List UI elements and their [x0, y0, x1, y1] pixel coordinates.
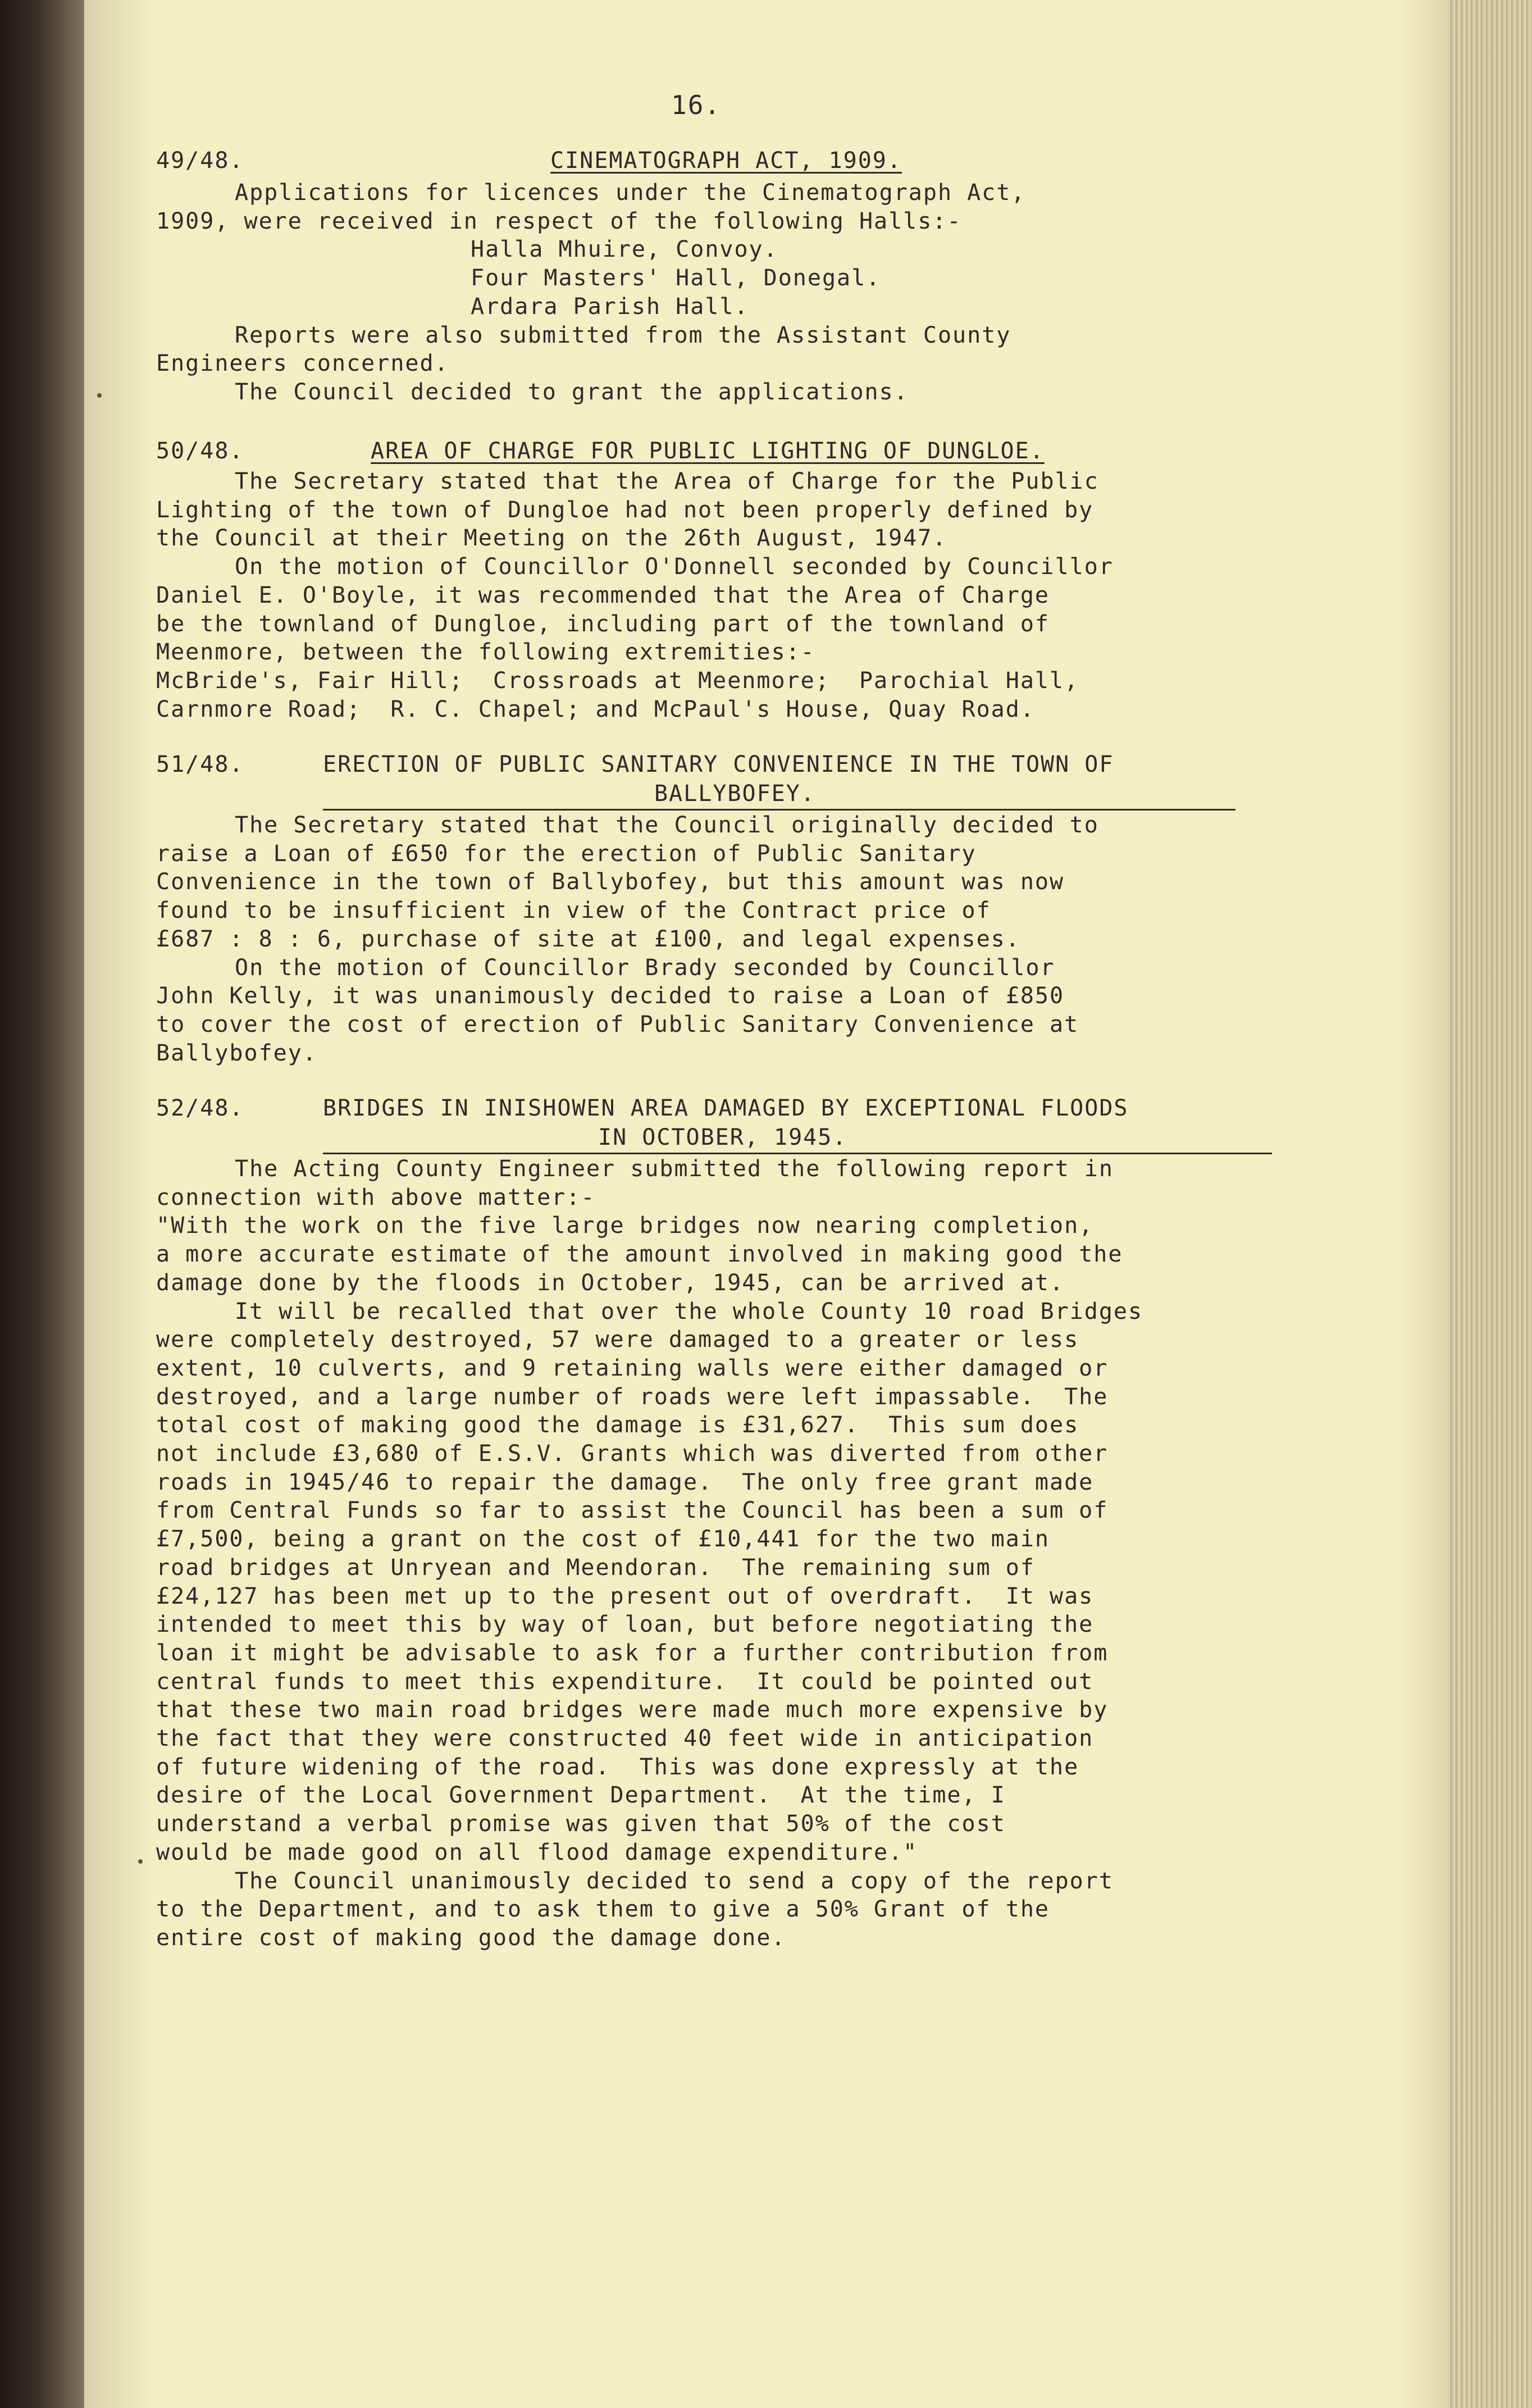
minute-heading: AREA OF CHARGE FOR PUBLIC LIGHTING OF DUNGLOE. [371, 438, 1045, 464]
hall-item: Four Masters' Hall, Donegal. [471, 265, 881, 292]
body-line: "With the work on the five large bridges now nearing completion, [156, 1213, 1094, 1239]
body-line: that these two main road bridges were made much more expensive by [156, 1697, 1109, 1723]
page-edges [1448, 0, 1532, 2408]
body-line: roads in 1945/46 to repair the damage. The only free grant made [156, 1469, 1094, 1495]
minute-body [156, 811, 1099, 1067]
body-line: found to be insufficient in view of the Contract price of [156, 898, 991, 924]
body-line: Reports were also submitted from the Assistant County [235, 322, 1011, 348]
minute-heading: BRIDGES IN INISHOWEN AREA DAMAGED BY EXCEPTIONAL FLOODS [323, 1095, 1129, 1121]
body-line: connection with above matter:- [156, 1184, 596, 1210]
body-line: Engineers concerned. [156, 350, 449, 377]
minute-body [156, 467, 1114, 723]
minute-number: 49/48. [156, 148, 244, 174]
body-line: On the motion of Councillor O'Donnell seconded by Councillor [235, 554, 1114, 580]
body-line: The Council unanimously decided to send a copy of the report [235, 1868, 1114, 1894]
body-line: central funds to meet this expenditure. It could be pointed out [156, 1668, 1094, 1695]
body-line: Lighting of the town of Dungloe had not been properly defined by [156, 497, 1094, 523]
heading-underline [323, 809, 1235, 811]
body-line: the fact that they were constructed 40 feet wide in anticipation [156, 1726, 1094, 1752]
body-line: destroyed, and a large number of roads were left impassable. The [156, 1383, 1109, 1410]
body-line: £24,127 has been met up to the present out of overdraft. It was [156, 1583, 1094, 1609]
body-line: a more accurate estimate of the amount involved in making good the [156, 1241, 1123, 1268]
body-line: Applications for licences under the Cinematograph Act, [235, 180, 1026, 206]
body-line: from Central Funds so far to assist the Council has been a sum of [156, 1497, 1109, 1524]
heading-underline [323, 1153, 1272, 1154]
body-line: The Council decided to grant the applications. [235, 379, 909, 405]
body-line: Meenmore, between the following extremities:- [156, 639, 815, 666]
minute-number: 51/48. [156, 752, 244, 777]
body-line: damage done by the floods in October, 1945, can be arrived at. [156, 1269, 1065, 1296]
body-line: to cover the cost of erection of Public Sanitary Convenience at [156, 1011, 1079, 1037]
body-line: £7,500, being a grant on the cost of £10,441 for the two main [156, 1526, 1050, 1553]
body-line: would be made good on all flood damage expenditure." [156, 1839, 918, 1865]
body-line: John Kelly, it was unanimously decided to raise a Loan of £850 [156, 983, 1065, 1009]
minute-heading: BALLYBOFEY. [654, 781, 815, 807]
hall-item: Ardara Parish Hall. [471, 293, 749, 320]
body-line: understand a verbal promise was given that 50% of the cost [156, 1811, 1006, 1837]
body-line: entire cost of making good the damage done. [156, 1924, 786, 1951]
body-line: intended to meet this by way of loan, but before negotiating the [156, 1612, 1094, 1638]
minute-number: 52/48. [156, 1095, 244, 1121]
body-line: road bridges at Unryean and Meendoran. The remaining sum of [156, 1554, 1035, 1581]
minute-heading: CINEMATOGRAPH ACT, 1909. [550, 148, 902, 174]
body-line: Convenience in the town of Ballybofey, but this amount was now [156, 869, 1065, 895]
body-line: raise a Loan of £650 for the erection of Public Sanitary [156, 840, 977, 867]
body-line: loan it might be advisable to ask for a further contribution from [156, 1640, 1109, 1666]
minute-number: 50/48. [156, 438, 244, 464]
body-line: the Council at their Meeting on the 26th August, 1947. [156, 525, 947, 552]
minute-heading: IN OCTOBER, 1945. [598, 1125, 847, 1150]
body-line: Ballybofey. [156, 1040, 317, 1066]
body-line: not include £3,680 of E.S.V. Grants which was diverted from other [156, 1441, 1109, 1467]
body-line: The Acting County Engineer submitted the following report in [235, 1156, 1114, 1182]
body-line: of future widening of the road. This was done expressly at the [156, 1754, 1079, 1780]
body-line: to the Department, and to ask them to give a 50% Grant of the [156, 1896, 1050, 1923]
minute-body [156, 179, 1025, 407]
book-binding [0, 0, 95, 2408]
body-line: On the motion of Councillor Brady seconded by Councillor [235, 954, 1055, 981]
body-line: Daniel E. O'Boyle, it was recommended that the Area of Charge [156, 582, 1050, 608]
margin-mark [97, 393, 102, 398]
body-line: The Secretary stated that the Area of Charge for the Public [235, 468, 1099, 494]
body-line: Carnmore Road; R. C. Chapel; and McPaul's House, Quay Road. [156, 696, 1035, 722]
body-line: desire of the Local Government Department. At the time, I [156, 1782, 1006, 1809]
body-line: extent, 10 culverts, and 9 retaining walls were either damaged or [156, 1355, 1109, 1381]
body-line: were completely destroyed, 57 were damaged to a greater or less [156, 1327, 1079, 1353]
body-line: 1909, were received in respect of the following Halls:- [156, 208, 962, 234]
minute-body [156, 1155, 1143, 1952]
minute-heading: ERECTION OF PUBLIC SANITARY CONVENIENCE IN THE TOWN OF [323, 752, 1114, 777]
body-line: The Secretary stated that the Council originally decided to [235, 812, 1099, 838]
body-line: It will be recalled that over the whole County 10 road Bridges [235, 1298, 1143, 1324]
margin-mark [138, 1859, 143, 1864]
body-line: £687 : 8 : 6, purchase of site at £100, and legal expenses. [156, 926, 1020, 952]
body-line: McBride's, Fair Hill; Crossroads at Meenmore; Parochial Hall, [156, 667, 1079, 694]
body-line: total cost of making good the damage is £31,627. This sum does [156, 1412, 1079, 1439]
page-number: 16. [671, 90, 722, 120]
body-line: be the townland of Dungloe, including part of the townland of [156, 611, 1050, 637]
hall-item: Halla Mhuire, Convoy. [471, 236, 778, 263]
